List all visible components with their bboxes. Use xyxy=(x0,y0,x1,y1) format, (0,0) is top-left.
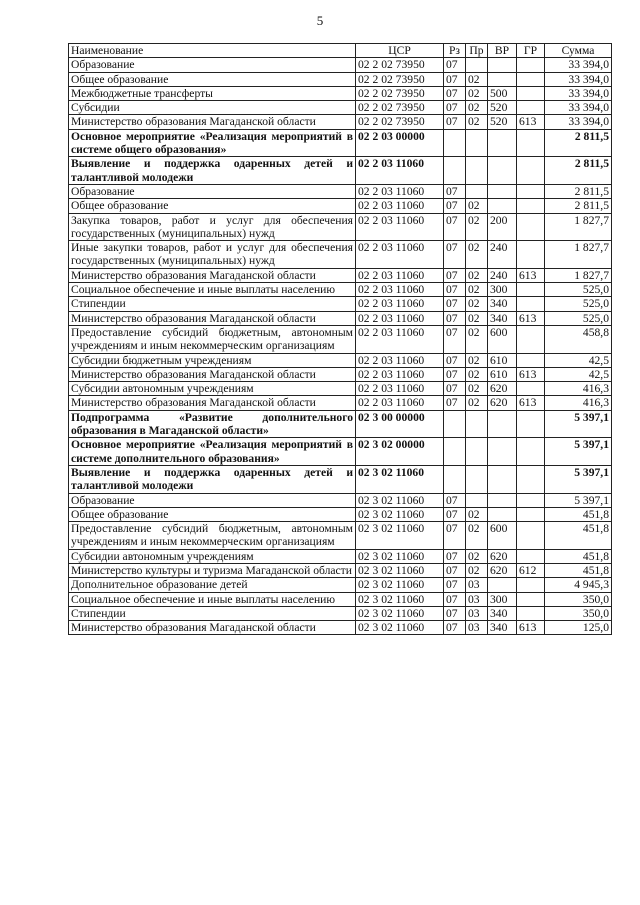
row-csr: 02 2 03 11060 xyxy=(356,157,444,185)
row-rz: 07 xyxy=(444,58,466,72)
row-vr: 340 xyxy=(488,606,517,620)
row-gr: 613 xyxy=(517,621,545,635)
row-sum: 525,0 xyxy=(545,311,612,325)
row-sum: 5 397,1 xyxy=(545,493,612,507)
row-sum: 350,0 xyxy=(545,592,612,606)
row-name: Основное мероприятие «Реализация мероприятий в системе общего образования» xyxy=(69,129,356,157)
table-row xyxy=(69,549,612,563)
row-name: Подпрограмма «Развитие дополнительного образования в Магаданской области» xyxy=(69,410,356,438)
row-name: Предоставление субсидий бюджетным, автономным учреждениям и иным некоммерческим организациям xyxy=(69,325,356,353)
table-row xyxy=(69,396,612,410)
row-vr xyxy=(488,465,517,493)
row-pr: 03 xyxy=(466,592,488,606)
row-name: Социальное обеспечение и иные выплаты населению xyxy=(69,592,356,606)
table-row xyxy=(69,58,612,72)
row-sum: 416,3 xyxy=(545,396,612,410)
row-rz: 07 xyxy=(444,311,466,325)
row-csr: 02 3 02 11060 xyxy=(356,522,444,550)
table-row xyxy=(69,606,612,620)
row-name: Стипендии xyxy=(69,606,356,620)
row-rz: 07 xyxy=(444,353,466,367)
row-name: Основное мероприятие «Реализация мероприятий в системе дополнительного образования» xyxy=(69,438,356,466)
header-name: Наименование xyxy=(69,44,356,58)
table-row xyxy=(69,465,612,493)
row-pr xyxy=(466,410,488,438)
row-csr: 02 2 03 00000 xyxy=(356,129,444,157)
row-gr xyxy=(517,241,545,269)
table-row xyxy=(69,578,612,592)
row-vr: 340 xyxy=(488,621,517,635)
row-name: Иные закупки товаров, работ и услуг для обеспечения государственных (муниципальных) нужд xyxy=(69,241,356,269)
row-pr xyxy=(466,157,488,185)
row-rz: 07 xyxy=(444,213,466,241)
row-gr xyxy=(517,199,545,213)
row-sum: 5 397,1 xyxy=(545,465,612,493)
row-rz: 07 xyxy=(444,72,466,86)
header-csr: ЦСР xyxy=(356,44,444,58)
row-name: Выявление и поддержка одаренных детей и талантливой молодежи xyxy=(69,465,356,493)
row-gr: 613 xyxy=(517,311,545,325)
row-gr xyxy=(517,549,545,563)
row-rz: 07 xyxy=(444,367,466,381)
row-pr: 02 xyxy=(466,199,488,213)
row-sum: 125,0 xyxy=(545,621,612,635)
row-pr: 02 xyxy=(466,507,488,521)
row-rz: 07 xyxy=(444,522,466,550)
row-csr: 02 3 02 11060 xyxy=(356,507,444,521)
row-vr: 600 xyxy=(488,522,517,550)
row-csr: 02 2 03 11060 xyxy=(356,241,444,269)
row-vr: 340 xyxy=(488,297,517,311)
row-gr xyxy=(517,438,545,466)
row-pr: 02 xyxy=(466,353,488,367)
table-row xyxy=(69,507,612,521)
row-vr: 300 xyxy=(488,592,517,606)
row-name: Общее образование xyxy=(69,199,356,213)
table-row xyxy=(69,311,612,325)
table-row xyxy=(69,115,612,129)
row-csr: 02 2 03 11060 xyxy=(356,213,444,241)
row-vr xyxy=(488,184,517,198)
row-sum: 458,8 xyxy=(545,325,612,353)
row-csr: 02 2 03 11060 xyxy=(356,199,444,213)
page-number: 5 xyxy=(316,13,324,28)
row-sum: 33 394,0 xyxy=(545,58,612,72)
row-pr: 02 xyxy=(466,86,488,100)
row-sum: 33 394,0 xyxy=(545,72,612,86)
row-gr xyxy=(517,86,545,100)
row-pr xyxy=(466,129,488,157)
row-vr: 620 xyxy=(488,396,517,410)
row-gr xyxy=(517,493,545,507)
row-pr: 02 xyxy=(466,72,488,86)
header-sum: Сумма xyxy=(545,44,612,58)
row-name: Министерство образования Магаданской области xyxy=(69,115,356,129)
row-csr: 02 2 03 11060 xyxy=(356,325,444,353)
row-name: Выявление и поддержка одаренных детей и талантливой молодежи xyxy=(69,157,356,185)
row-gr: 613 xyxy=(517,268,545,282)
row-name: Дополнительное образование детей xyxy=(69,578,356,592)
row-csr: 02 3 02 11060 xyxy=(356,563,444,577)
row-sum: 2 811,5 xyxy=(545,199,612,213)
row-name: Образование xyxy=(69,58,356,72)
row-rz: 07 xyxy=(444,507,466,521)
row-gr xyxy=(517,465,545,493)
row-pr: 02 xyxy=(466,549,488,563)
row-vr: 240 xyxy=(488,268,517,282)
row-sum: 2 811,5 xyxy=(545,157,612,185)
row-rz: 07 xyxy=(444,621,466,635)
header-pr: Пр xyxy=(466,44,488,58)
row-vr: 520 xyxy=(488,115,517,129)
table-row xyxy=(69,522,612,550)
row-csr: 02 2 03 11060 xyxy=(356,311,444,325)
row-rz: 07 xyxy=(444,382,466,396)
row-sum: 1 827,7 xyxy=(545,241,612,269)
row-vr: 600 xyxy=(488,325,517,353)
row-gr xyxy=(517,507,545,521)
row-name: Образование xyxy=(69,493,356,507)
row-sum: 4 945,3 xyxy=(545,578,612,592)
table-body xyxy=(69,58,612,635)
row-rz: 07 xyxy=(444,268,466,282)
row-gr xyxy=(517,157,545,185)
row-sum: 1 827,7 xyxy=(545,268,612,282)
row-pr: 03 xyxy=(466,621,488,635)
row-pr: 02 xyxy=(466,241,488,269)
row-vr: 620 xyxy=(488,549,517,563)
row-name: Министерство образования Магаданской области xyxy=(69,268,356,282)
row-vr: 610 xyxy=(488,353,517,367)
row-rz: 07 xyxy=(444,241,466,269)
row-pr: 02 xyxy=(466,396,488,410)
row-gr: 612 xyxy=(517,563,545,577)
table-row xyxy=(69,213,612,241)
row-vr xyxy=(488,58,517,72)
row-sum: 33 394,0 xyxy=(545,86,612,100)
table-row xyxy=(69,268,612,282)
row-name: Министерство образования Магаданской области xyxy=(69,621,356,635)
row-rz xyxy=(444,157,466,185)
row-csr: 02 2 03 11060 xyxy=(356,353,444,367)
row-sum: 2 811,5 xyxy=(545,184,612,198)
row-csr: 02 3 00 00000 xyxy=(356,410,444,438)
row-csr: 02 2 02 73950 xyxy=(356,72,444,86)
table-row xyxy=(69,493,612,507)
row-csr: 02 2 02 73950 xyxy=(356,58,444,72)
row-sum: 416,3 xyxy=(545,382,612,396)
row-gr xyxy=(517,353,545,367)
row-sum: 451,8 xyxy=(545,549,612,563)
row-sum: 2 811,5 xyxy=(545,129,612,157)
row-vr: 200 xyxy=(488,213,517,241)
row-gr xyxy=(517,101,545,115)
row-pr: 02 xyxy=(466,115,488,129)
row-pr: 02 xyxy=(466,382,488,396)
row-rz xyxy=(444,438,466,466)
row-csr: 02 2 03 11060 xyxy=(356,367,444,381)
row-rz xyxy=(444,129,466,157)
table-row xyxy=(69,297,612,311)
row-csr: 02 2 03 11060 xyxy=(356,268,444,282)
row-gr xyxy=(517,184,545,198)
row-gr xyxy=(517,283,545,297)
row-gr: 613 xyxy=(517,367,545,381)
table-row xyxy=(69,592,612,606)
row-sum: 33 394,0 xyxy=(545,115,612,129)
row-vr: 620 xyxy=(488,563,517,577)
row-rz: 07 xyxy=(444,549,466,563)
table-row xyxy=(69,241,612,269)
row-csr: 02 3 02 11060 xyxy=(356,621,444,635)
row-gr xyxy=(517,213,545,241)
row-rz: 07 xyxy=(444,283,466,297)
table-row xyxy=(69,129,612,157)
row-name: Субсидии автономным учреждениям xyxy=(69,549,356,563)
row-pr: 02 xyxy=(466,367,488,381)
table-row xyxy=(69,157,612,185)
row-name: Закупка товаров, работ и услуг для обеспечения государственных (муниципальных) нужд xyxy=(69,213,356,241)
row-name: Общее образование xyxy=(69,507,356,521)
table-row xyxy=(69,621,612,635)
table-row xyxy=(69,199,612,213)
row-vr xyxy=(488,578,517,592)
row-vr xyxy=(488,410,517,438)
row-name: Предоставление субсидий бюджетным, автономным учреждениям и иным некоммерческим организациям xyxy=(69,522,356,550)
row-csr: 02 3 02 00000 xyxy=(356,438,444,466)
table-row xyxy=(69,101,612,115)
row-sum: 350,0 xyxy=(545,606,612,620)
row-pr: 02 xyxy=(466,213,488,241)
row-gr xyxy=(517,578,545,592)
row-gr xyxy=(517,297,545,311)
table-row xyxy=(69,563,612,577)
row-name: Стипендии xyxy=(69,297,356,311)
row-pr xyxy=(466,465,488,493)
row-pr: 02 xyxy=(466,325,488,353)
row-sum: 5 397,1 xyxy=(545,438,612,466)
row-vr xyxy=(488,199,517,213)
row-name: Общее образование xyxy=(69,72,356,86)
row-csr: 02 3 02 11060 xyxy=(356,578,444,592)
row-rz: 07 xyxy=(444,325,466,353)
row-csr: 02 2 02 73950 xyxy=(356,115,444,129)
row-csr: 02 2 03 11060 xyxy=(356,396,444,410)
row-gr xyxy=(517,325,545,353)
table-row xyxy=(69,86,612,100)
row-pr: 02 xyxy=(466,311,488,325)
table-header-row xyxy=(69,44,612,58)
row-rz: 07 xyxy=(444,563,466,577)
row-pr: 02 xyxy=(466,522,488,550)
row-rz xyxy=(444,410,466,438)
header-vr: ВР xyxy=(488,44,517,58)
row-gr xyxy=(517,592,545,606)
table-row xyxy=(69,283,612,297)
row-vr xyxy=(488,72,517,86)
row-sum: 42,5 xyxy=(545,367,612,381)
row-pr xyxy=(466,438,488,466)
row-csr: 02 2 03 11060 xyxy=(356,297,444,311)
budget-table xyxy=(68,43,612,635)
row-rz: 07 xyxy=(444,396,466,410)
row-sum: 451,8 xyxy=(545,507,612,521)
row-name: Субсидии xyxy=(69,101,356,115)
row-sum: 33 394,0 xyxy=(545,101,612,115)
row-vr: 240 xyxy=(488,241,517,269)
row-csr: 02 2 03 11060 xyxy=(356,283,444,297)
table-row xyxy=(69,382,612,396)
row-csr: 02 3 02 11060 xyxy=(356,549,444,563)
table-row xyxy=(69,325,612,353)
row-sum: 5 397,1 xyxy=(545,410,612,438)
row-csr: 02 2 03 11060 xyxy=(356,382,444,396)
table-row xyxy=(69,367,612,381)
row-sum: 525,0 xyxy=(545,283,612,297)
row-rz: 07 xyxy=(444,297,466,311)
row-sum: 1 827,7 xyxy=(545,213,612,241)
row-name: Субсидии автономным учреждениям xyxy=(69,382,356,396)
row-gr xyxy=(517,522,545,550)
row-vr xyxy=(488,493,517,507)
table-row xyxy=(69,353,612,367)
row-gr: 613 xyxy=(517,396,545,410)
row-rz: 07 xyxy=(444,592,466,606)
row-pr xyxy=(466,184,488,198)
row-sum: 451,8 xyxy=(545,563,612,577)
row-pr xyxy=(466,58,488,72)
row-name: Образование xyxy=(69,184,356,198)
row-rz: 07 xyxy=(444,493,466,507)
row-sum: 451,8 xyxy=(545,522,612,550)
table-row xyxy=(69,72,612,86)
row-rz: 07 xyxy=(444,115,466,129)
row-vr: 610 xyxy=(488,367,517,381)
row-pr: 03 xyxy=(466,578,488,592)
row-vr: 500 xyxy=(488,86,517,100)
row-pr: 02 xyxy=(466,283,488,297)
row-sum: 525,0 xyxy=(545,297,612,311)
row-gr xyxy=(517,410,545,438)
header-rz: Рз xyxy=(444,44,466,58)
row-csr: 02 2 02 73950 xyxy=(356,86,444,100)
row-vr xyxy=(488,438,517,466)
row-csr: 02 2 03 11060 xyxy=(356,184,444,198)
row-gr xyxy=(517,606,545,620)
row-csr: 02 2 02 73950 xyxy=(356,101,444,115)
row-name: Министерство образования Магаданской области xyxy=(69,311,356,325)
row-name: Министерство образования Магаданской области xyxy=(69,367,356,381)
row-gr xyxy=(517,129,545,157)
row-pr xyxy=(466,493,488,507)
row-pr: 02 xyxy=(466,297,488,311)
row-gr: 613 xyxy=(517,115,545,129)
table-row xyxy=(69,438,612,466)
row-vr: 520 xyxy=(488,101,517,115)
row-pr: 02 xyxy=(466,563,488,577)
row-pr: 02 xyxy=(466,101,488,115)
row-csr: 02 3 02 11060 xyxy=(356,606,444,620)
row-name: Межбюджетные трансферты xyxy=(69,86,356,100)
row-rz: 07 xyxy=(444,578,466,592)
row-pr: 02 xyxy=(466,268,488,282)
row-name: Социальное обеспечение и иные выплаты населению xyxy=(69,283,356,297)
table-row xyxy=(69,410,612,438)
row-vr: 620 xyxy=(488,382,517,396)
row-name: Субсидии бюджетным учреждениям xyxy=(69,353,356,367)
row-vr xyxy=(488,129,517,157)
row-csr: 02 3 02 11060 xyxy=(356,592,444,606)
row-name: Министерство культуры и туризма Магаданской области xyxy=(69,563,356,577)
table-row xyxy=(69,184,612,198)
row-rz: 07 xyxy=(444,199,466,213)
row-vr xyxy=(488,507,517,521)
row-gr xyxy=(517,72,545,86)
row-rz: 07 xyxy=(444,606,466,620)
row-rz xyxy=(444,465,466,493)
row-vr: 300 xyxy=(488,283,517,297)
row-rz: 07 xyxy=(444,86,466,100)
row-rz: 07 xyxy=(444,184,466,198)
row-sum: 42,5 xyxy=(545,353,612,367)
row-vr xyxy=(488,157,517,185)
row-gr xyxy=(517,58,545,72)
header-gr: ГР xyxy=(517,44,545,58)
row-gr xyxy=(517,382,545,396)
row-pr: 03 xyxy=(466,606,488,620)
row-csr: 02 3 02 11060 xyxy=(356,465,444,493)
row-vr: 340 xyxy=(488,311,517,325)
row-name: Министерство образования Магаданской области xyxy=(69,396,356,410)
row-csr: 02 3 02 11060 xyxy=(356,493,444,507)
row-rz: 07 xyxy=(444,101,466,115)
